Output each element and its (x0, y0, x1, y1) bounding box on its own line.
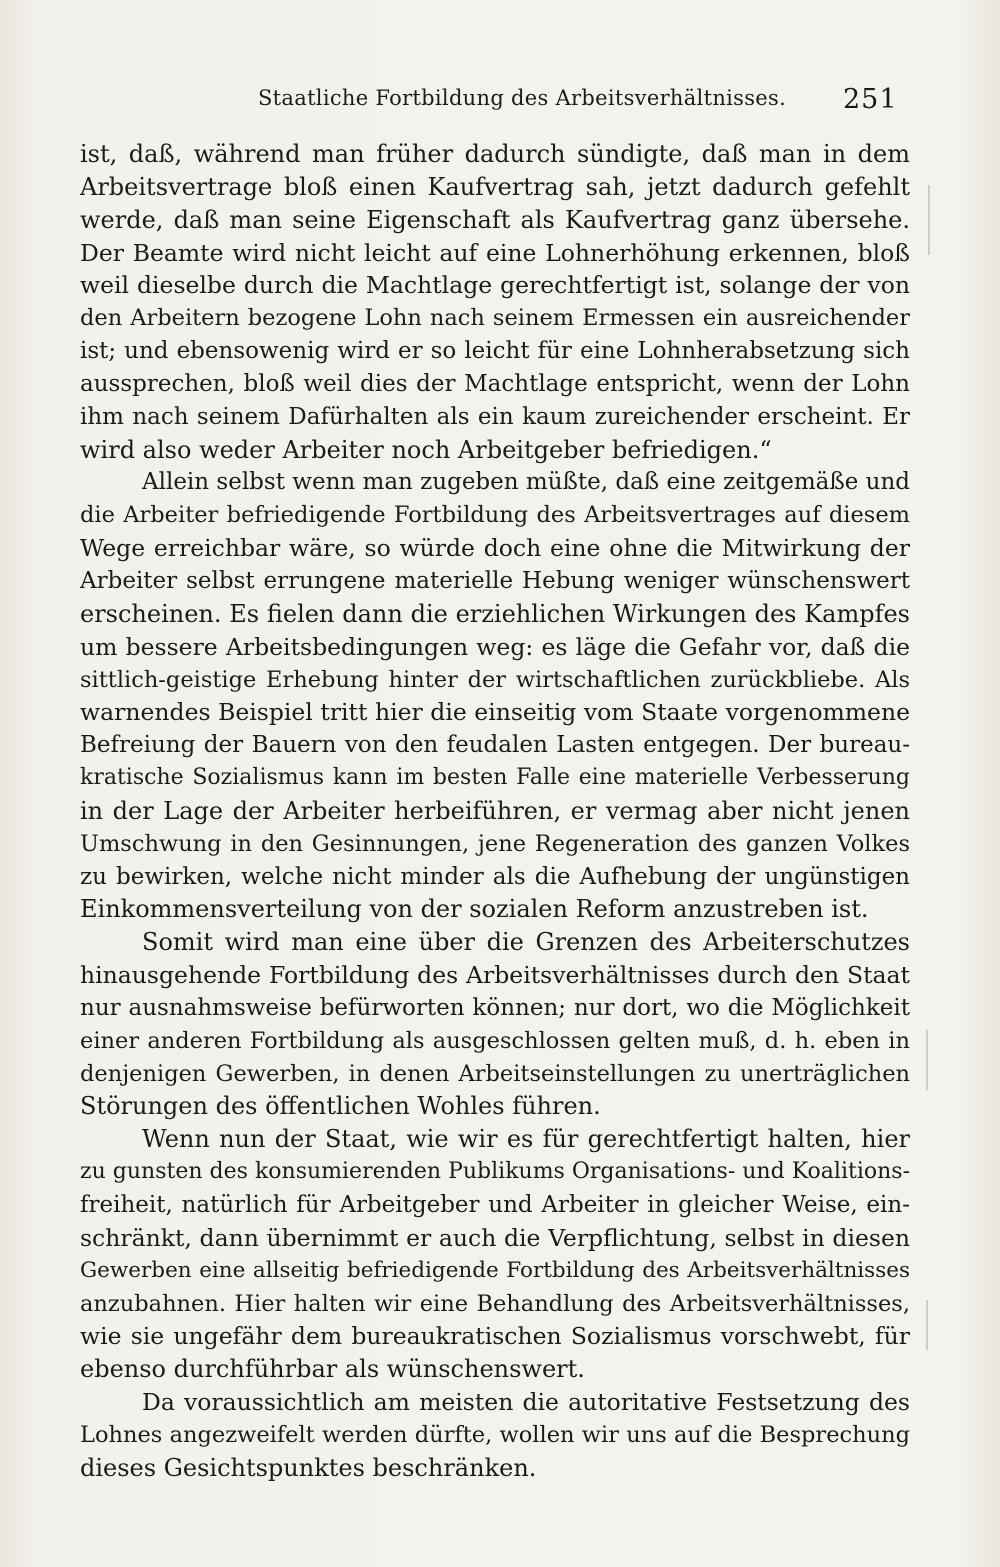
text-line: kratische Sozialismus kann im besten Falle eine materielle Verbesserung (80, 765, 910, 791)
text-line: nur ausnahmsweise befürworten können; nur dort, wo die Möglichkeit (80, 994, 910, 1021)
text-line: Störungen des öffentlichen Wohles führen. (80, 1092, 601, 1121)
text-line: weil dieselbe durch die Machtlage gerechtfertigt ist, solange der von (80, 271, 910, 300)
text-line: Gewerben eine allseitig befriedigende Fortbildung des Arbeitsverhältnisses (80, 1257, 910, 1283)
text-line: Einkommensverteilung von der sozialen Reform anzustreben ist. (80, 895, 869, 924)
text-line: zu bewirken, welche nicht minder als die Aufhebung der ungünstigen (80, 863, 910, 890)
text-line: den Arbeitern bezogene Lohn nach seinem Ermessen ein ausreichender (80, 305, 910, 332)
text-line: ist, daß, während man früher dadurch sündigte, daß man in dem (80, 140, 910, 168)
text-line: ebenso durchführbar als wünschenswert. (80, 1355, 585, 1384)
text-line: werde, daß man seine Eigenschaft als Kaufvertrag ganz übersehe. (80, 205, 910, 234)
text-line: Der Beamte wird nicht leicht auf eine Lohnerhöhung erkennen, bloß (80, 238, 910, 267)
text-line: wie sie ungefähr dem bureaukratischen Sozialismus vorschwebt, für (80, 1322, 910, 1351)
text-line: Befreiung der Bauern von den feudalen Lasten entgegen. Der bureau- (80, 732, 910, 759)
text-line: Wege erreichbar wäre, so würde doch eine ohne die Mitwirkung der (80, 534, 910, 563)
text-line: denjenigen Gewerben, in denen Arbeitseinstellungen zu unerträglichen (80, 1060, 910, 1087)
page-number: 251 (843, 84, 898, 115)
text-line: Lohnes angezweifelt werden dürfte, wollen wir uns auf die Besprechung (80, 1421, 910, 1448)
text-line: Da voraussichtlich am meisten die autoritative Festsetzung des (142, 1388, 910, 1417)
body-text (80, 138, 910, 1485)
text-line: zu gunsten des konsumierenden Publikums Organisations- und Koalitions- (80, 1159, 910, 1185)
text-line: um bessere Arbeitsbedingungen weg: es läge die Gefahr vor, daß die (80, 632, 910, 661)
text-line: Allein selbst wenn man zugeben müßte, daß eine zeitgemäße und (142, 469, 910, 496)
text-line: erscheinen. Es fielen dann die erziehlichen Wirkungen des Kampfes (80, 599, 910, 628)
text-line: Arbeiter selbst errungene materielle Hebung weniger wünschenswert (80, 567, 910, 594)
text-line: ist; und ebensowenig wird er so leicht für eine Lohnherabsetzung sich (80, 338, 910, 365)
text-line: hinausgehende Fortbildung des Arbeitsverhältnisses durch den Staat (80, 961, 910, 990)
text-line: Wenn nun der Staat, wie wir es für gerechtfertigt halten, hier (142, 1125, 910, 1154)
text-line: sittlich-geistige Erhebung hinter der wirtschaftlichen zurückbliebe. Als (80, 666, 910, 693)
text-line: Umschwung in den Gesinnungen, jene Regeneration des ganzen Volkes (80, 830, 910, 857)
binding-shadow-mark (926, 1030, 928, 1090)
text-line: in der Lage der Arbeiter herbeiführen, er vermag aber nicht jenen (80, 796, 910, 825)
text-line: aussprechen, bloß weil dies der Machtlage entspricht, wenn der Lohn (80, 370, 910, 397)
text-line: warnendes Beispiel tritt hier die einseitig vom Staate vorgenommene (80, 698, 910, 727)
text-line: schränkt, dann übernimmt er auch die Verpflichtung, selbst in diesen (80, 1223, 910, 1252)
text-line: die Arbeiter befriedigende Fortbildung des Arbeitsvertrages auf diesem (80, 502, 910, 529)
text-line: Somit wird man eine über die Grenzen des Arbeiterschutzes (142, 928, 910, 957)
text-line: einer anderen Fortbildung als ausgeschlossen gelten muß, d. h. eben in (80, 1027, 910, 1054)
text-line: Arbeitsvertrage bloß einen Kaufvertrag sah, jetzt dadurch gefehlt (80, 172, 910, 201)
binding-shadow-mark (926, 1300, 928, 1350)
binding-shadow-mark (928, 185, 930, 255)
text-line: ihm nach seinem Dafürhalten als ein kaum zureichender erscheint. Er (80, 403, 910, 430)
text-line: dieses Gesichtspunktes beschränken. (80, 1453, 537, 1482)
text-line: freiheit, natürlich für Arbeitgeber und Arbeiter in gleicher Weise, ein- (80, 1192, 910, 1218)
running-head: Staatliche Fortbildung des Arbeitsverhältnisses. (258, 86, 787, 110)
text-line: wird also weder Arbeiter noch Arbeitgeber befriedigen.“ (80, 435, 772, 464)
text-line: anzubahnen. Hier halten wir eine Behandlung des Arbeitsverhältnisses, (80, 1290, 910, 1317)
